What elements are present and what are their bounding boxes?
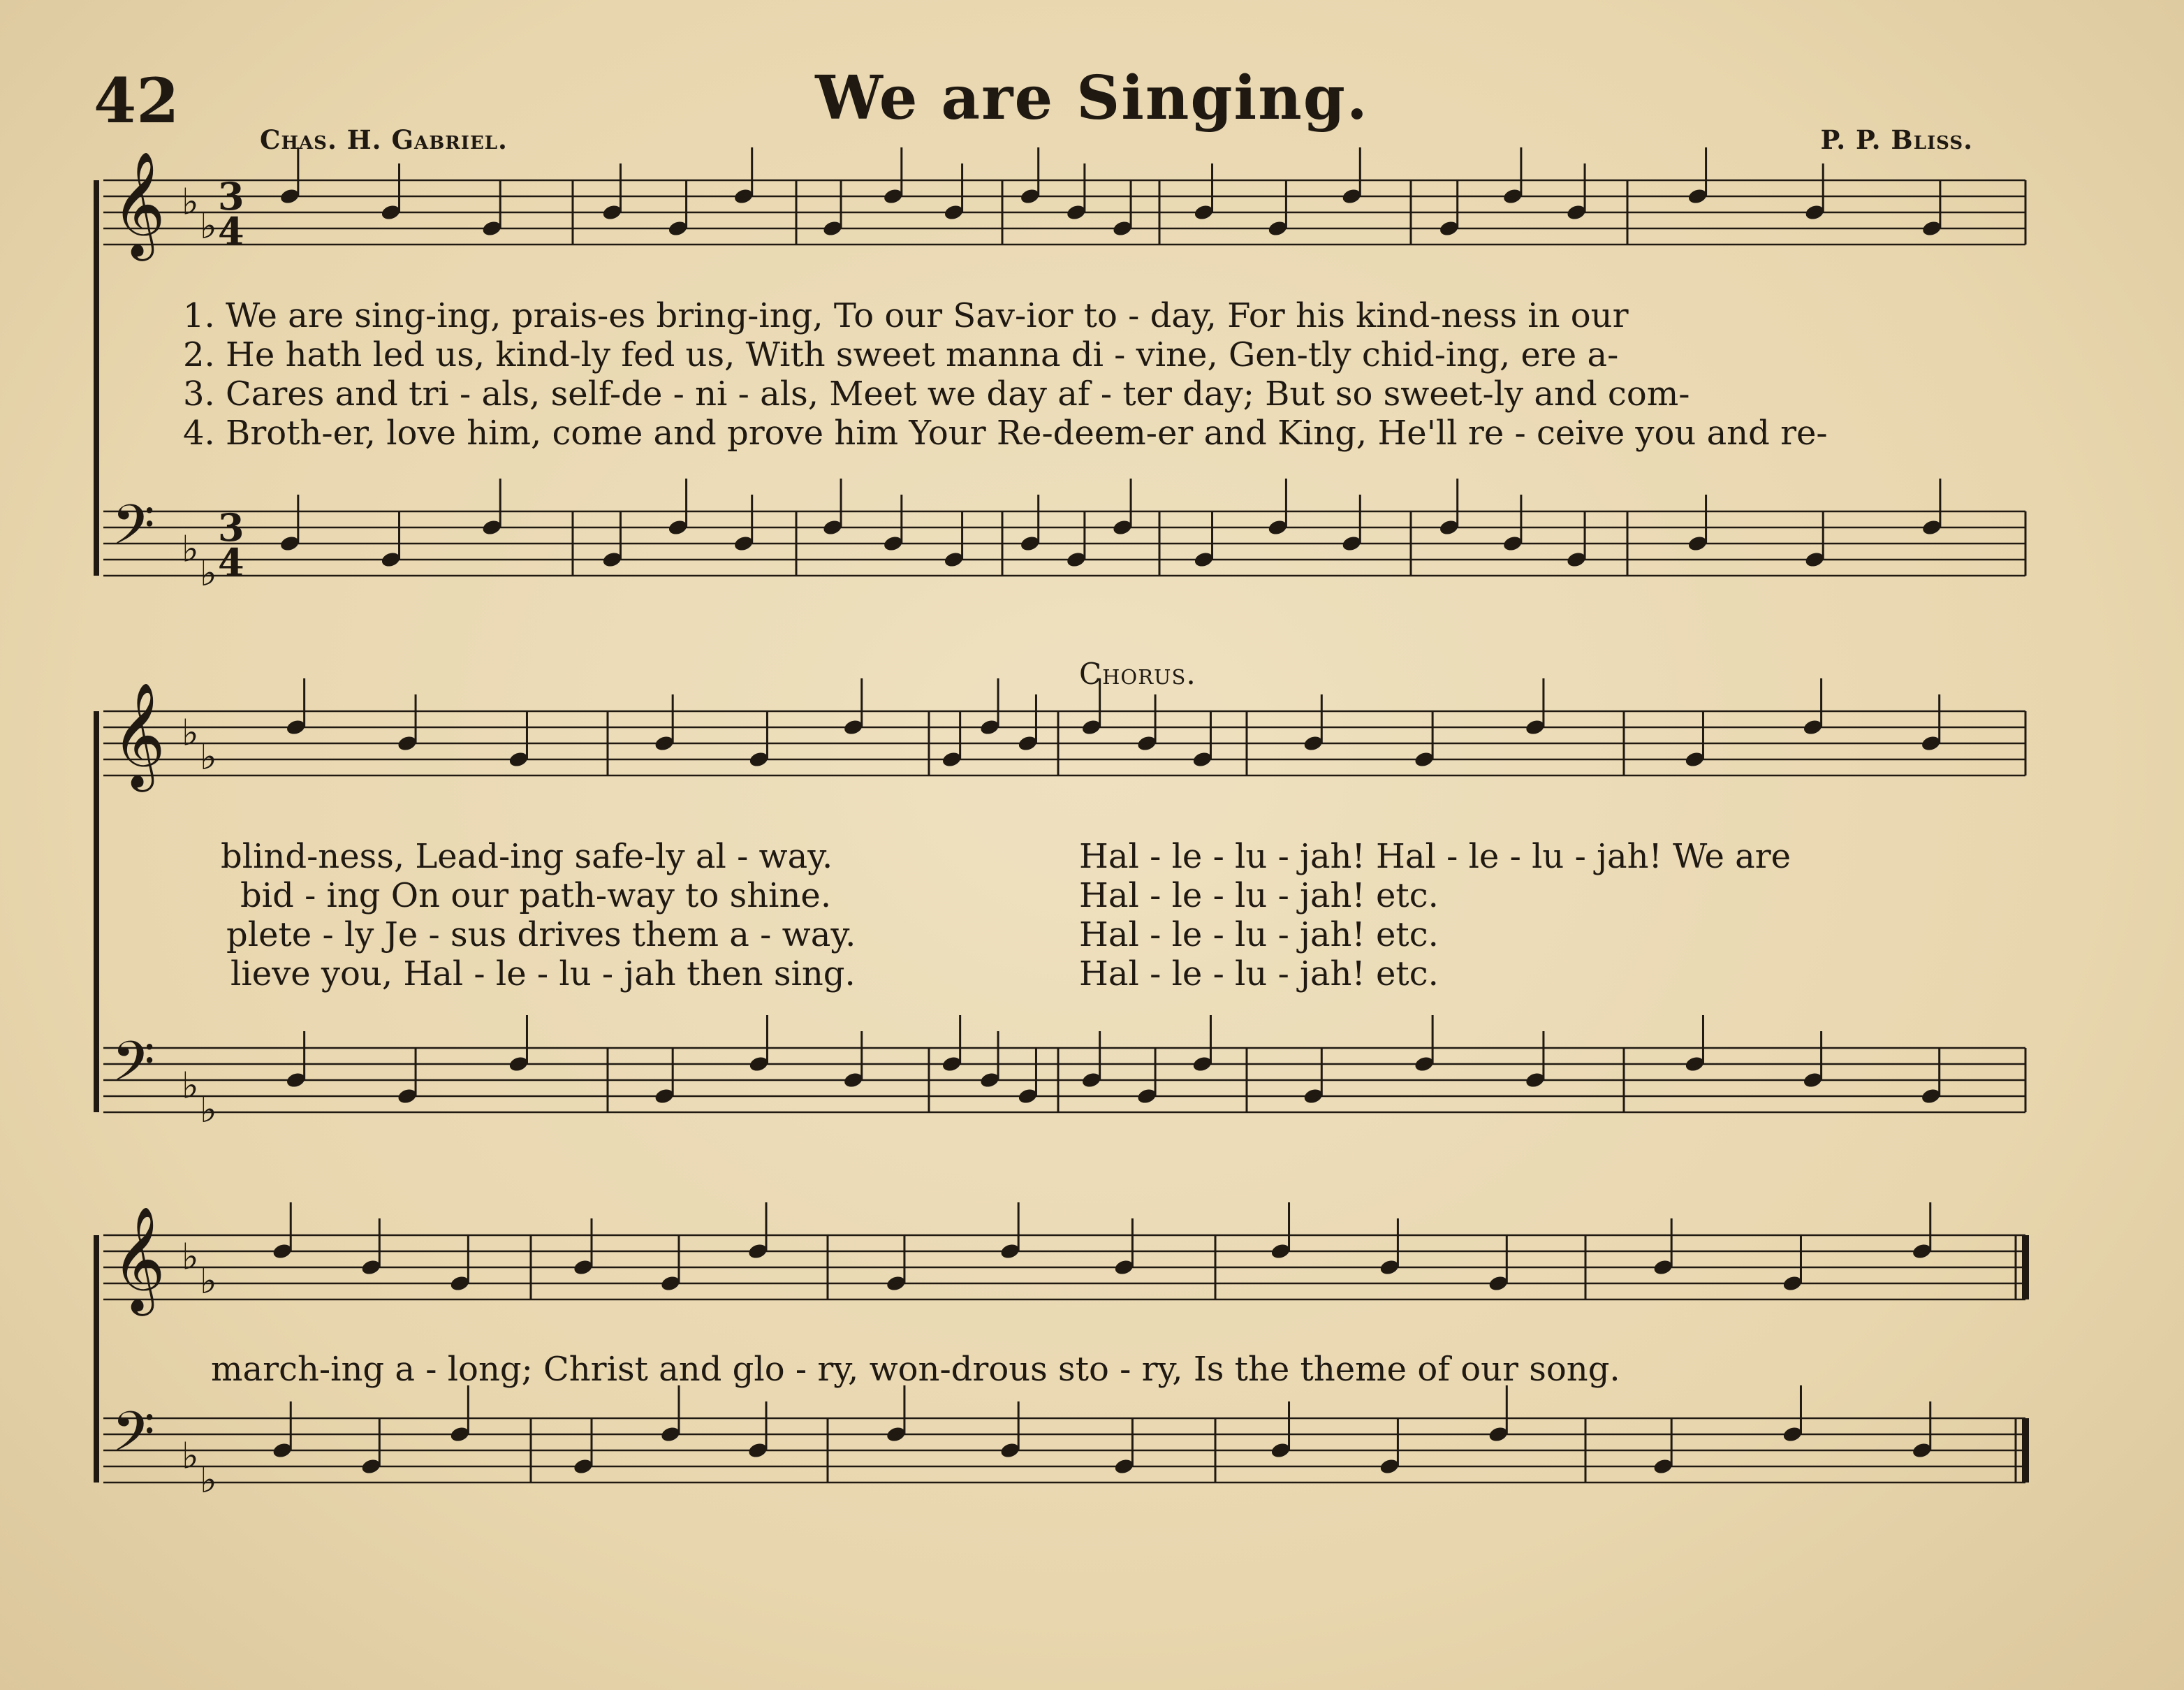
treble-clef-icon: 𝄞 — [112, 150, 166, 256]
page-number: 42 — [94, 64, 179, 137]
flat-sign-icon: ♭ — [182, 712, 199, 755]
flat-sign-icon: ♭ — [182, 1236, 199, 1279]
verse-2-line-2: bid - ing On our path-way to shine. — [240, 876, 832, 915]
flat-sign-icon: ♭ — [200, 553, 217, 595]
verse-1-line-2: blind-ness, Lead-ing safe-ly al - way. — [221, 837, 833, 876]
chorus-etc-4: Hal - le - lu - jah! etc. — [1079, 954, 1439, 993]
bass-clef-icon: 𝄢 — [112, 1399, 155, 1478]
chorus-label: Chorus. — [1079, 657, 1196, 691]
flat-sign-icon: ♭ — [182, 1065, 199, 1107]
hymn-title: We are Singing. — [815, 63, 1369, 133]
verse-2-line-1: 2. He hath led us, kind-ly fed us, With sweet manna di - vine, Gen-tly chid-ing, ere a- — [183, 335, 1619, 374]
chorus-etc-3: Hal - le - lu - jah! etc. — [1079, 915, 1439, 954]
flat-sign-icon: ♭ — [200, 1459, 217, 1501]
flat-sign-icon: ♭ — [182, 181, 199, 224]
flat-sign-icon: ♭ — [200, 736, 217, 778]
verse-3-line-1: 3. Cares and tri - als, self-de - ni - als, Meet we day af - ter day; But so sweet-ly and com- — [183, 374, 1690, 414]
chorus-line-2: march-ing a - long; Christ and glo - ry, won-drous sto - ry, Is the theme of our song. — [211, 1350, 1620, 1389]
verse-1-line-1: 1. We are sing-ing, prais-es bring-ing, To our Sav-ior to - day, For his kind-ness in our — [183, 296, 1629, 335]
chorus-line-1: Hal - le - lu - jah! Hal - le - lu - jah! We are — [1079, 837, 1791, 876]
author-credit: P. P. Bliss. — [1820, 124, 1973, 155]
flat-sign-icon: ♭ — [182, 528, 199, 571]
composer-credit: Chas. H. Gabriel. — [260, 124, 508, 155]
bass-time-signature-bottom: 4 — [218, 540, 244, 585]
bass-clef-icon: 𝄢 — [112, 493, 155, 571]
verse-3-line-2: plete - ly Je - sus drives them a - way. — [226, 915, 856, 954]
flat-sign-icon: ♭ — [200, 205, 217, 247]
treble-clef-icon: 𝄞 — [112, 681, 166, 787]
flat-sign-icon: ♭ — [200, 1260, 217, 1302]
treble-clef-icon: 𝄞 — [112, 1205, 166, 1311]
flat-sign-icon: ♭ — [200, 1089, 217, 1131]
verse-4-line-1: 4. Broth-er, love him, come and prove him Your Re-deem-er and King, He'll re - ceive you and re- — [183, 414, 1828, 453]
treble-time-signature-bottom: 4 — [218, 209, 244, 254]
treble-time-signature-top: 3 — [218, 174, 244, 219]
bass-clef-icon: 𝄢 — [112, 1029, 155, 1107]
chorus-etc-2: Hal - le - lu - jah! etc. — [1079, 876, 1439, 915]
verse-4-line-2: lieve you, Hal - le - lu - jah then sing. — [230, 954, 856, 993]
bass-time-signature-top: 3 — [218, 505, 244, 550]
flat-sign-icon: ♭ — [182, 1435, 199, 1478]
